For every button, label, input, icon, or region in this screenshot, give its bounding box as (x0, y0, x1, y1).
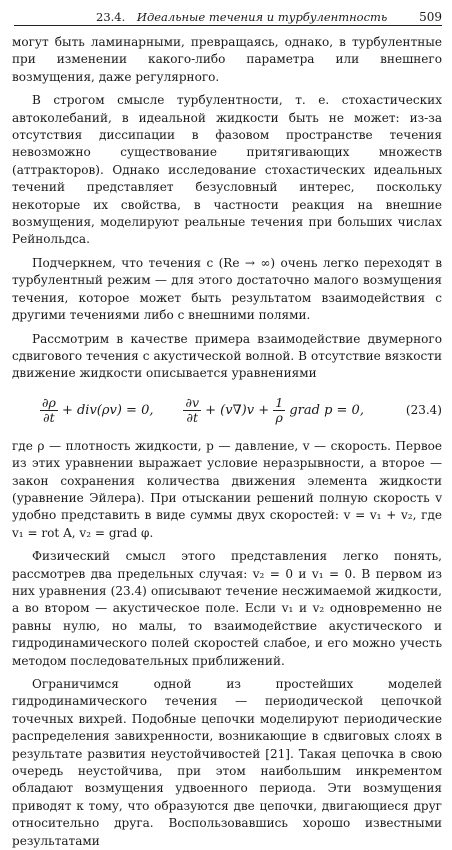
fraction-1-rho (273, 396, 285, 425)
page-body (12, 34, 442, 850)
equation-23-4 (12, 393, 442, 429)
paragraph-5: где ρ — плотность жидкости, p — давление, v — скорость. Первое из этих уравнении выражает условие неразрывности, а второе — закон сохранения количества движения элемента жидкости (уравнение Эйлера). При отыскании решений полную скорость v удобно представить в виде суммы двух скоростей: v = v₁ + v₂, где v₁ = rot A, v₂ = grad φ. (12, 438, 442, 540)
paragraph-7: Ограничимся одной из простейших моделей гидродинамического течения — периодической цепочкой точечных вихрей. Подобные цепочки моделируют периодические распределения завихренности, возникающие в сдвиговых слоях в результате развития неустойчивостей [21]. Такая цепочка в свою очередь неустойчива, при этом наибольшим инкрементом обладают возмущения удвоенного периода. Эти возмущения приводят к тому, что образуются две цепочки, двигающиеся друг относительно друга. Воспользовавшись хорошо известными результатами (12, 677, 442, 848)
paragraph-3: Подчеркнем, что течения с (Re → ∞) очень легко переходят в турбулентный режим — для этого достаточно малого возмущения течения, которое может быть результатом взаимодействия с другими течениями либо с внешними полями. (12, 255, 442, 323)
section-number: 23.4. (96, 10, 126, 24)
fraction-numerator: ∂ρ (42, 395, 56, 411)
fraction-denominator: ρ (275, 410, 283, 426)
fraction-drho-dt (40, 396, 58, 425)
paragraph-2: В строгом смысле турбулентности, т. е. стохастических автоколебаний, в идеальной жидкости быть не может: из-за отсутствия диссипации в фазовом пространстве течения невозможно существование притягивающих множеств (аттракторов). Однако исследование стохастических идеальных течений представляет безусловный интерес, поскольку некоторые их свойства, в частности реакция на внешние возмущения, моделируют реальные течения при больших числах Рейнольдса. (12, 93, 442, 247)
section-title: Идеальные течения и турбулентность (136, 10, 388, 24)
continuity-equation (40, 396, 153, 425)
euler-equation (183, 396, 363, 425)
fraction-dv-dt (183, 396, 201, 425)
running-header (14, 2, 442, 26)
page-number: 509 (419, 10, 442, 24)
paragraph-1: могут быть ламинарными, превращаясь, однако, в турбулентные при изменении какого-либо параметра или внешнего возмущения, даже регулярного. (12, 35, 442, 84)
fraction-numerator: ∂v (185, 395, 200, 411)
fraction-denominator: ∂t (43, 410, 55, 426)
paragraph-4: Рассмотрим в качестве примера взаимодействие двумерного сдвигового течения с акустической волной. В отсутствие вязкости движение жидкости описывается уравнениями (12, 331, 442, 381)
header-section (96, 10, 387, 24)
fraction-numerator: 1 (275, 395, 284, 411)
equation-number: (23.4) (405, 403, 442, 418)
fraction-denominator: ∂t (186, 410, 198, 426)
equation-text: + div(ρv) = 0, (57, 403, 154, 419)
paragraph-6: Физический смысл этого представления легко понять, рассмотрев два предельных случая: v₂ = 0 и v₁ = 0. В первом из них уравнения (23.4) описывают течение несжимаемой жидкости, а во втором — акустическое поле. Если v₁ и v₂ одновременно не равны нулю, но малы, то взаимодействие акустического и гидродинамического полей скоростей слабое, и его можно учесть методом последовательных приближений. (12, 549, 442, 668)
equation-text: grad p = 0, (285, 403, 364, 419)
equation-text: + (v∇)v + (201, 403, 274, 419)
